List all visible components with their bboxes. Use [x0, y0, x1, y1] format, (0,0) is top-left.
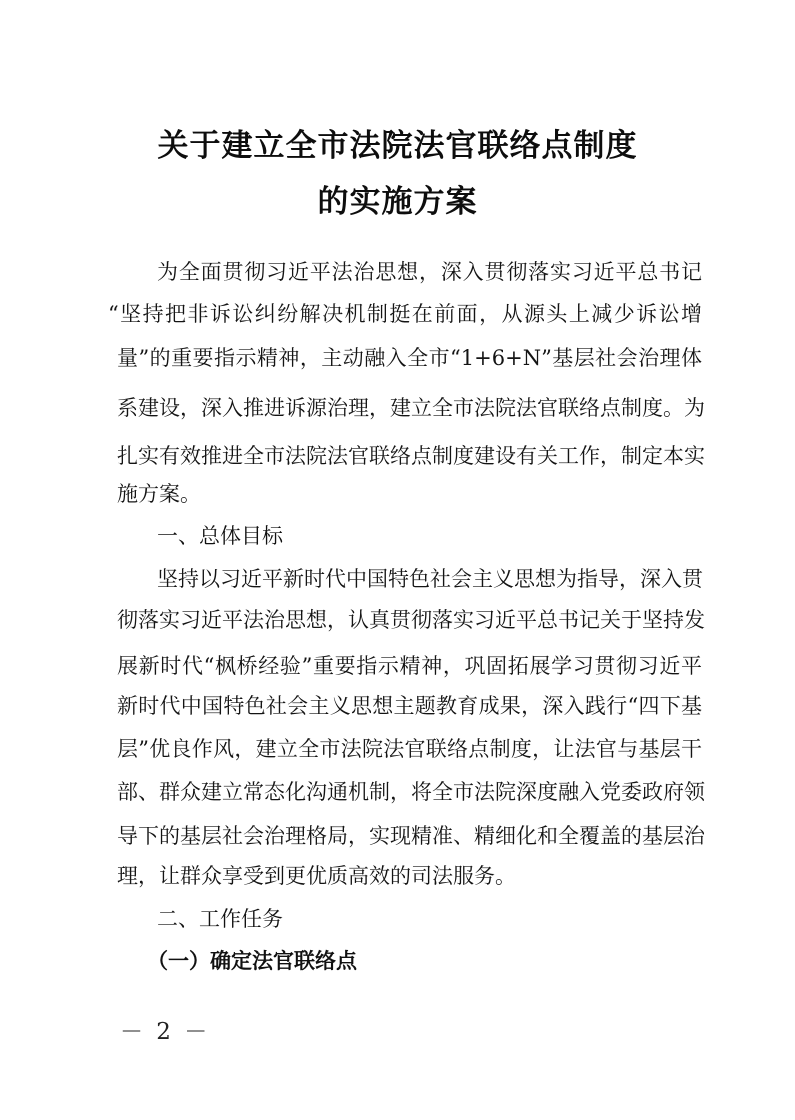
section1-line-3: 展新时代“枫桥经验”重要指示精神，巩固拓展学习贯彻习近平 — [117, 654, 702, 678]
intro-line-5: 扎实有效推进全市法院法官联络点制度建设有关工作，制定本实 — [117, 444, 705, 468]
intro-line-3: 量”的重要指示精神，主动融入全市“1+6+N”基层社会治理体 — [117, 346, 702, 370]
intro-line-2: “坚持把非诉讼纠纷解决机制挺在前面，从源头上减少诉讼增 — [108, 302, 702, 326]
page-number: － 2 － — [120, 1019, 211, 1045]
intro-line-4: 系建设，深入推进诉源治理，建立全市法院法官联络点制度。为 — [117, 396, 705, 420]
section1-line-2: 彻落实习近平法治思想，认真贯彻落实习近平总书记关于坚持发 — [117, 608, 705, 632]
section-heading-overall-goal: 一、总体目标 — [157, 524, 283, 548]
section1-line-7: 导下的基层社会治理格局，实现精准、精细化和全覆盖的基层治 — [117, 824, 705, 848]
intro-line-1: 为全面贯彻习近平法治思想，深入贯彻落实习近平总书记 — [157, 260, 702, 284]
section1-line-6: 部、群众建立常态化沟通机制，将全市法院深度融入党委政府领 — [117, 780, 705, 804]
document-title-line-2: 的实施方案 — [317, 184, 478, 220]
section1-line-1: 坚持以习近平新时代中国特色社会主义思想为指导，深入贯 — [157, 567, 703, 591]
document-title-line-1: 关于建立全市法院法官联络点制度 — [157, 128, 638, 164]
section-heading-work-tasks: 二、工作任务 — [157, 907, 283, 931]
subsection-heading-liaison-points: （一）确定法官联络点 — [147, 948, 357, 973]
section1-line-4: 新时代中国特色社会主义思想主题教育成果，深入践行“四下基 — [117, 694, 702, 718]
section1-line-8: 理，让群众享受到更优质高效的司法服务。 — [117, 864, 516, 888]
intro-line-6: 施方案。 — [117, 482, 201, 506]
section1-line-5: 层”优良作风，建立全市法院法官联络点制度，让法官与基层干 — [117, 737, 702, 761]
